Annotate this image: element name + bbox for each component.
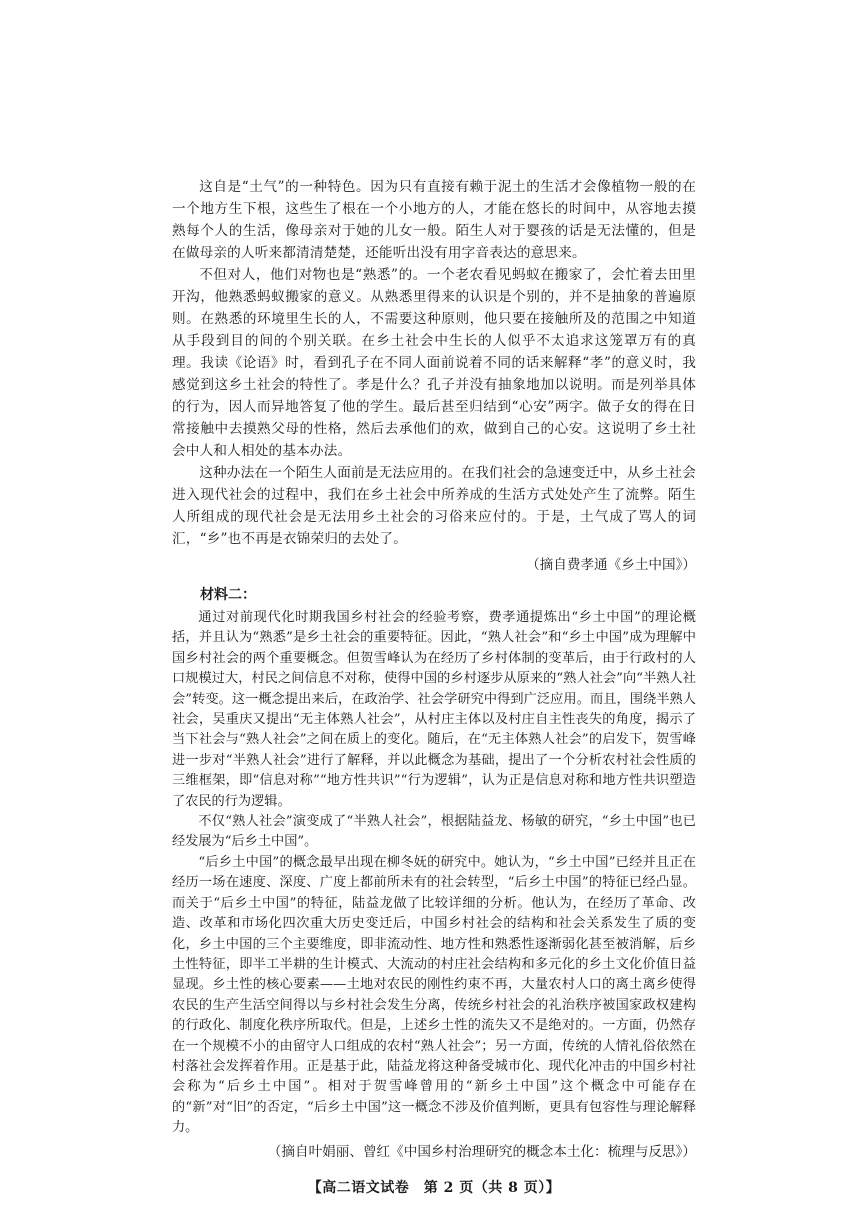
source-citation: （摘自叶娟丽、曾红《中国乡村治理研究的概念本土化：梳理与反思》） xyxy=(267,1143,696,1160)
material-one xyxy=(172,176,696,576)
section-heading: 材料二： xyxy=(200,587,256,603)
page-content xyxy=(172,176,696,1197)
paragraph: 通过对前现代化时期我国乡村社会的经验考察，费孝通提炼出“乡土中国”的理论概括，并且认为“熟悉”是乡土社会的重要特征。因此，“熟人社会”和“乡土中国”成为理解中国乡村社会的两个重要概念。但贺雪峰认为在经历了乡村体制的变革后，由于行政村的人口规模过大，村民之间信息不对称，使得中国的乡村逐步从原来的“熟人社会”向“半熟人社会”转变。这一概念提出来后，在政治学、社会学研究中得到广泛应用。而且，围绕半熟人社会，吴重庆又提出“无主体熟人社会”，从村庄主体以及村庄自主性丧失的角度，揭示了当下社会与“熟人社会”之间在质上的变化。随后，在“无主体熟人社会”的启发下，贺雪峰进一步对“半熟人社会”进行了解释，并以此概念为基础，提出了一个分析农村社会性质的三维框架，即“信息对称”“地方性共识”“行为逻辑”，认为正是信息对称和地方性共识塑造了农民的行为逻辑。 xyxy=(172,610,696,809)
page-footer: 【高二语文试卷 第 2 页（共 8 页）】 xyxy=(307,1179,561,1196)
paragraph: 这自是“土气”的一种特色。因为只有直接有赖于泥土的生活才会像植物一般的在一个地方生下根，这些生了根在一个小地方的人，才能在悠长的时间中，从容地去摸熟每个人的生活，像母亲对于她的儿女一般。陌生人对于婴孩的话是无法懂的，但是在做母亲的人听来都清清楚楚，还能听出没有用字音表达的意思来。 xyxy=(172,179,696,261)
source-citation: （摘自费孝通《乡土中国》） xyxy=(526,557,696,573)
material-two xyxy=(172,584,696,1163)
paragraph: “后乡土中国”的概念最早出现在柳冬妩的研究中。她认为，“乡土中国”已经并且正在经历一场在速度、深度、广度上都前所未有的社会转型，“后乡土中国”的特征已经凸显。而关于“后乡土中国”的特征，陆益龙做了比较详细的分析。他认为，在经历了革命、改造、改革和市场化四次重大历史变迁后，中国乡村社会的结构和社会关系发生了质的变化，乡土中国的三个主要维度，即非流动性、地方性和熟悉性逐渐弱化甚至被消解，后乡土性特征，即半工半耕的生计模式、大流动的村庄社会结构和多元化的乡土文化价值日益显现。乡土性的核心要素——土地对农民的刚性约束不再，大量农村人口的离土离乡使得农民的生产生活空间得以与乡村社会发生分离，传统乡村社会的礼治秩序被国家政权建构的行政化、制度化秩序所取代。但是，上述乡土性的流失又不是绝对的。一方面，仍然存在一个规模不小的由留守人口组成的农村“熟人社会”；另一方面，传统的人情礼俗依然在村落社会发挥着作用。正是基于此，陆益龙将这种备受城市化、现代化冲击的中国乡村社会称为“后乡土中国”。相对于贺雪峰曾用的“新乡土中国”这个概念中可能存在的“新”对“旧”的否定，“后乡土中国”这一概念不涉及价值判断，更具有包容性与理论解释力。 xyxy=(172,854,696,1136)
paragraph: 不仅“熟人社会”演变成了“半熟人社会”，根据陆益龙、杨敏的研究，“乡土中国”也已经发展为“后乡土中国”。 xyxy=(172,814,696,850)
paragraph: 这种办法在一个陌生人面前是无法应用的。在我们社会的急速变迁中，从乡土社会进入现代社会的过程中，我们在乡土社会中所养成的生活方式处处产生了流弊。陌生人所组成的现代社会是无法用乡土社会的习俗来应付的。于是，土气成了骂人的词汇，“乡”也不再是衣锦荣归的去处了。 xyxy=(172,465,696,547)
paragraph: 不但对人，他们对物也是“熟悉”的。一个老农看见蚂蚁在搬家了，会忙着去田里开沟，他熟悉蚂蚁搬家的意义。从熟悉里得来的认识是个别的，并不是抽象的普遍原则。在熟悉的环境里生长的人，不需要这种原则，他只要在接触所及的范围之中知道从手段到目的间的个别关联。在乡土社会中生长的人似乎不太追求这笼罩万有的真理。我读《论语》时，看到孔子在不同人面前说着不同的话来解释“孝”的意义时，我感觉到这乡土社会的特性了。孝是什么？孔子并没有抽象地加以说明。而是列举具体的行为，因人而异地答复了他的学生。最后甚至归结到“心安”两字。做子女的得在日常接触中去摸熟父母的性格，然后去承他们的欢，做到自己的心安。这说明了乡土社会中人和人相处的基本办法。 xyxy=(172,267,696,459)
